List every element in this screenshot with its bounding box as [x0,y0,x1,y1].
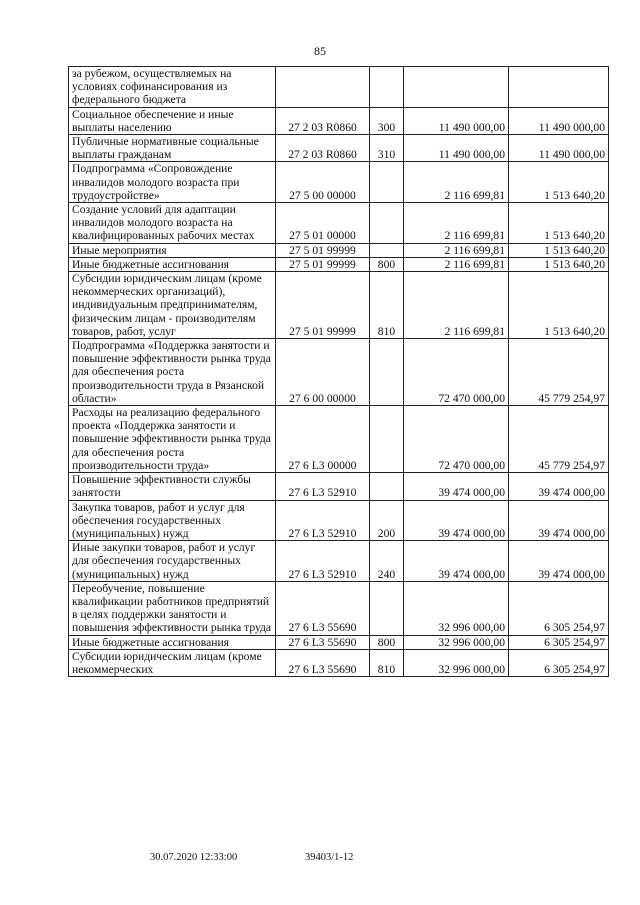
row-value2-cell: 11 490 000,00 [509,107,609,134]
row-value2-cell: 1 513 640,20 [509,203,609,244]
row-type-cell: 810 [370,649,404,676]
table-row [69,339,609,406]
table-row [69,473,609,500]
table-row [69,541,609,582]
row-code-cell: 27 5 01 99999 [276,257,370,271]
row-code-cell: 27 6 L3 52910 [276,500,370,541]
row-type-cell [370,473,404,500]
row-name-cell: Социальное обеспечение и иные выплаты населению [69,107,276,134]
row-name-cell: Иные мероприятия [69,243,276,257]
row-value2-cell: 39 474 000,00 [509,473,609,500]
row-type-cell [370,162,404,203]
row-type-cell: 240 [370,541,404,582]
row-code-cell: 27 6 L3 00000 [276,406,370,473]
row-name-cell: Подпрограмма «Поддержка занятости и повышение эффективности рынка труда для обеспечения роста производительности труда в Рязанской области» [69,339,276,406]
row-value2-cell: 6 305 254,97 [509,581,609,635]
row-value2-cell: 1 513 640,20 [509,257,609,271]
row-value2-cell: 1 513 640,20 [509,243,609,257]
row-value-cell: 2 116 699,81 [404,243,509,257]
row-value-cell: 11 490 000,00 [404,107,509,134]
page-number: 85 [314,44,326,58]
row-name-cell: Субсидии юридическим лицам (кроме некоммерческих [69,649,276,676]
row-type-cell [370,67,404,108]
row-type-cell [370,406,404,473]
row-name-cell: за рубежом, осуществляемых на условиях софинансирования из федерального бюджета [69,67,276,108]
row-value2-cell: 39 474 000,00 [509,500,609,541]
table-row [69,406,609,473]
row-value-cell: 72 470 000,00 [404,406,509,473]
table-row [69,203,609,244]
row-type-cell: 800 [370,635,404,649]
table-row [69,272,609,339]
row-name-cell: Создание условий для адаптации инвалидов молодого возраста на квалифицированных рабочих местах [69,203,276,244]
row-value2-cell [509,67,609,108]
row-name-cell: Публичные нормативные социальные выплаты гражданам [69,135,276,162]
table-row [69,162,609,203]
table-row [69,135,609,162]
row-type-cell: 300 [370,107,404,134]
table-row [69,500,609,541]
table-row [69,635,609,649]
row-code-cell: 27 6 L3 52910 [276,473,370,500]
row-name-cell: Закупка товаров, работ и услуг для обеспечения государственных (муниципальных) нужд [69,500,276,541]
row-value-cell: 32 996 000,00 [404,635,509,649]
footer-document-id: 39403/1-12 [305,852,354,863]
row-name-cell: Повышение эффективности службы занятости [69,473,276,500]
row-name-cell: Расходы на реализацию федерального проекта «Поддержка занятости и повышение эффективности рынка труда для обеспечения роста производительности труда» [69,406,276,473]
footer-date: 30.07.2020 12:33:00 [150,852,238,863]
row-code-cell: 27 5 00 00000 [276,162,370,203]
row-type-cell [370,581,404,635]
row-name-cell: Подпрограмма «Сопровождение инвалидов молодого возраста при трудоустройстве» [69,162,276,203]
row-value-cell: 32 996 000,00 [404,649,509,676]
row-type-cell [370,243,404,257]
row-value2-cell: 45 779 254,97 [509,406,609,473]
row-code-cell: 27 6 L3 52910 [276,541,370,582]
row-value2-cell: 1 513 640,20 [509,162,609,203]
row-code-cell: 27 5 01 00000 [276,203,370,244]
row-value-cell: 39 474 000,00 [404,500,509,541]
row-name-cell: Иные закупки товаров, работ и услуг для обеспечения государственных (муниципальных) нужд [69,541,276,582]
row-value2-cell: 6 305 254,97 [509,649,609,676]
row-name-cell: Субсидии юридическим лицам (кроме некоммерческих организаций), индивидуальным предпринимателям, физическим лицам - производителям товаров, работ, услуг [69,272,276,339]
table-row [69,243,609,257]
row-value2-cell: 45 779 254,97 [509,339,609,406]
row-code-cell: 27 5 01 99999 [276,272,370,339]
row-name-cell: Иные бюджетные ассигнования [69,257,276,271]
row-type-cell: 810 [370,272,404,339]
row-type-cell: 200 [370,500,404,541]
row-code-cell [276,67,370,108]
row-value-cell: 11 490 000,00 [404,135,509,162]
row-code-cell: 27 2 03 R0860 [276,135,370,162]
row-type-cell: 800 [370,257,404,271]
row-code-cell: 27 6 L3 55690 [276,635,370,649]
row-value2-cell: 11 490 000,00 [509,135,609,162]
row-type-cell [370,339,404,406]
row-value2-cell: 1 513 640,20 [509,272,609,339]
table-row [69,649,609,676]
row-code-cell: 27 6 00 00000 [276,339,370,406]
table-row [69,67,609,108]
row-value-cell: 72 470 000,00 [404,339,509,406]
row-value-cell: 39 474 000,00 [404,541,509,582]
row-value-cell: 32 996 000,00 [404,581,509,635]
row-value-cell: 2 116 699,81 [404,257,509,271]
row-value-cell: 2 116 699,81 [404,203,509,244]
row-code-cell: 27 2 03 R0860 [276,107,370,134]
row-code-cell: 27 5 01 99999 [276,243,370,257]
row-value-cell [404,67,509,108]
budget-table [68,66,609,677]
table-row [69,257,609,271]
row-type-cell [370,203,404,244]
row-value-cell: 39 474 000,00 [404,473,509,500]
row-value2-cell: 39 474 000,00 [509,541,609,582]
row-value2-cell: 6 305 254,97 [509,635,609,649]
row-code-cell: 27 6 L3 55690 [276,649,370,676]
row-name-cell: Иные бюджетные ассигнования [69,635,276,649]
row-value-cell: 2 116 699,81 [404,272,509,339]
row-type-cell: 310 [370,135,404,162]
table-row [69,107,609,134]
table-row [69,581,609,635]
row-value-cell: 2 116 699,81 [404,162,509,203]
row-name-cell: Переобучение, повышение квалификации работников предприятий в целях поддержки занятости и повышения эффективности рынка труда [69,581,276,635]
row-code-cell: 27 6 L3 55690 [276,581,370,635]
